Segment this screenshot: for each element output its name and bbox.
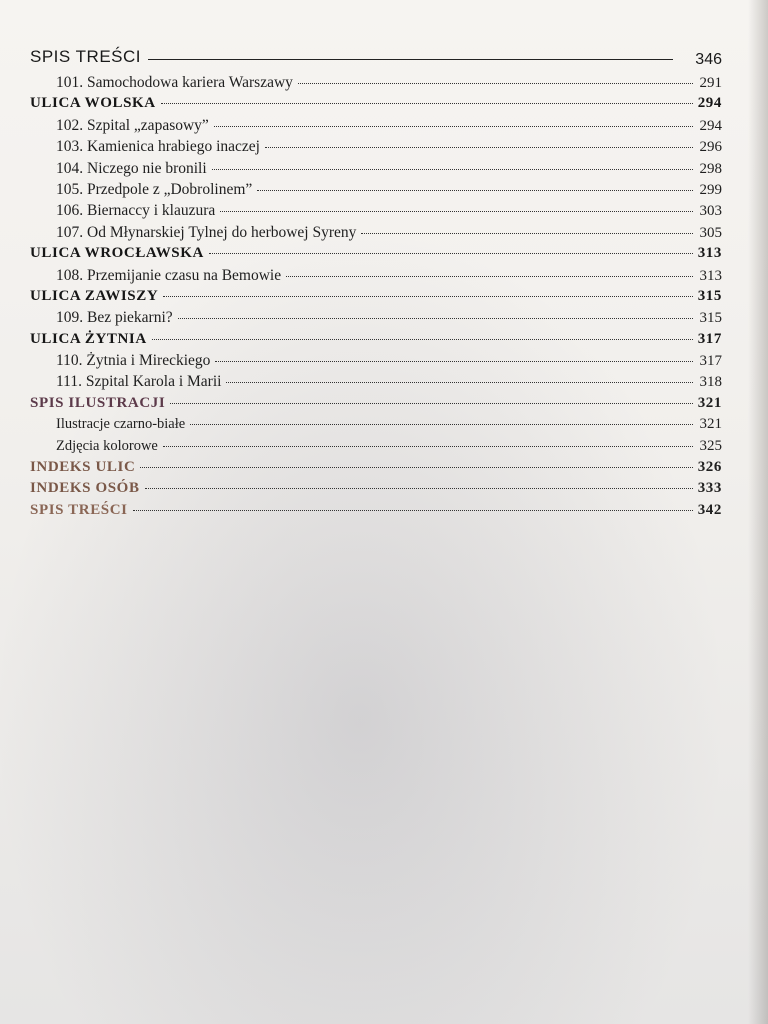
toc-entry-page: 305	[699, 224, 722, 241]
dot-leader	[214, 126, 693, 127]
toc-entry-title: SPIS ILUSTRACJI	[30, 394, 166, 411]
toc-entry-title: ULICA WROCŁAWSKA	[30, 245, 204, 262]
dot-leader	[145, 488, 693, 489]
toc-entry-page: 296	[699, 139, 722, 156]
toc-entry-title: 107. Od Młynarskiej Tylnej do herbowej Syreny	[56, 223, 357, 241]
toc-entry	[30, 74, 722, 95]
toc-entry-page: 342	[697, 501, 722, 518]
page-edge-shadow	[748, 0, 768, 1024]
toc-index-heading	[30, 395, 722, 416]
dot-leader	[361, 233, 693, 234]
toc-entry-title: Zdjęcia kolorowe	[56, 437, 158, 454]
dot-leader	[215, 361, 693, 362]
toc-entry-page: 333	[697, 480, 722, 497]
toc-entry-title: 105. Przedpole z „Dobrolinem”	[56, 180, 253, 198]
toc-entry-title: 101. Samochodowa kariera Warszawy	[56, 74, 293, 91]
toc-entry-title: 102. Szpital „zapasowy”	[56, 116, 209, 134]
table-of-contents	[30, 74, 722, 523]
toc-section-heading	[30, 245, 722, 266]
toc-entry-title: 110. Żytnia i Mireckiego	[56, 352, 211, 370]
dot-leader	[163, 296, 693, 297]
toc-section-heading	[30, 288, 722, 309]
toc-entry-page: 318	[699, 374, 722, 391]
toc-entry-title: ULICA WOLSKA	[30, 95, 156, 112]
toc-entry	[30, 373, 722, 394]
toc-entry-page: 294	[699, 117, 722, 134]
toc-entry-page: 298	[699, 160, 722, 177]
running-header	[30, 45, 722, 71]
toc-entry-page: 326	[697, 459, 722, 476]
dot-leader	[257, 190, 693, 191]
toc-entry	[30, 117, 722, 138]
toc-entry-title: ULICA ZAWISZY	[30, 287, 159, 304]
dot-leader	[161, 103, 693, 104]
toc-entry-title: INDEKS ULIC	[30, 459, 136, 476]
toc-entry-title: SPIS TREŚCI	[30, 501, 128, 518]
toc-section-heading	[30, 331, 722, 352]
toc-entry-page: 321	[697, 394, 722, 411]
toc-entry	[30, 160, 722, 181]
toc-entry-page: 321	[699, 416, 722, 433]
dot-leader	[209, 253, 693, 254]
dot-leader	[170, 403, 693, 404]
toc-index-heading	[30, 459, 722, 480]
toc-entry	[30, 138, 722, 159]
toc-entry-page: 299	[699, 181, 722, 198]
toc-entry-title: 103. Kamienica hrabiego inaczej	[56, 138, 260, 156]
toc-entry-page: 313	[697, 245, 722, 262]
toc-index-heading	[30, 480, 722, 501]
toc-entry	[30, 181, 722, 202]
dot-leader	[133, 510, 693, 511]
running-header-title: SPIS TREŚCI	[30, 47, 141, 66]
toc-entry	[30, 352, 722, 373]
dot-leader	[298, 83, 693, 84]
toc-index-heading	[30, 502, 722, 523]
toc-entry-title: Ilustracje czarno-białe	[56, 416, 186, 433]
toc-entry-title: 109. Bez piekarni?	[56, 309, 173, 327]
dot-leader	[190, 424, 693, 425]
toc-entry-page: 315	[697, 287, 722, 304]
toc-subentry	[30, 438, 722, 459]
toc-entry-title: INDEKS OSÓB	[30, 480, 140, 497]
toc-entry-title: 104. Niczego nie bronili	[56, 159, 207, 177]
toc-entry-page: 315	[699, 310, 722, 327]
toc-entry-title: ULICA ŻYTNIA	[30, 330, 147, 347]
dot-leader	[286, 276, 693, 277]
toc-section-heading	[30, 95, 722, 116]
dot-leader	[212, 169, 693, 170]
toc-entry	[30, 202, 722, 223]
toc-entry-title: 111. Szpital Karola i Marii	[56, 373, 222, 391]
toc-entry	[30, 267, 722, 288]
dot-leader	[163, 446, 693, 447]
header-rule	[148, 59, 673, 60]
toc-entry-page: 317	[699, 353, 722, 370]
toc-entry-page: 303	[699, 203, 722, 220]
dot-leader	[220, 211, 693, 212]
toc-entry-page: 325	[699, 437, 722, 454]
dot-leader	[226, 382, 693, 383]
dot-leader	[152, 339, 693, 340]
page-number: 346	[695, 51, 722, 68]
toc-entry	[30, 224, 722, 245]
toc-entry-page: 291	[699, 75, 722, 91]
toc-subentry	[30, 416, 722, 437]
toc-entry-title: 106. Biernaccy i klauzura	[56, 202, 216, 220]
toc-entry-page: 313	[699, 267, 722, 284]
dot-leader	[140, 467, 693, 468]
dot-leader	[178, 318, 693, 319]
toc-entry	[30, 309, 722, 330]
toc-entry-title: 108. Przemijanie czasu na Bemowie	[56, 266, 282, 284]
toc-entry-page: 294	[697, 95, 722, 112]
dot-leader	[265, 147, 693, 148]
toc-entry-page: 317	[697, 330, 722, 347]
